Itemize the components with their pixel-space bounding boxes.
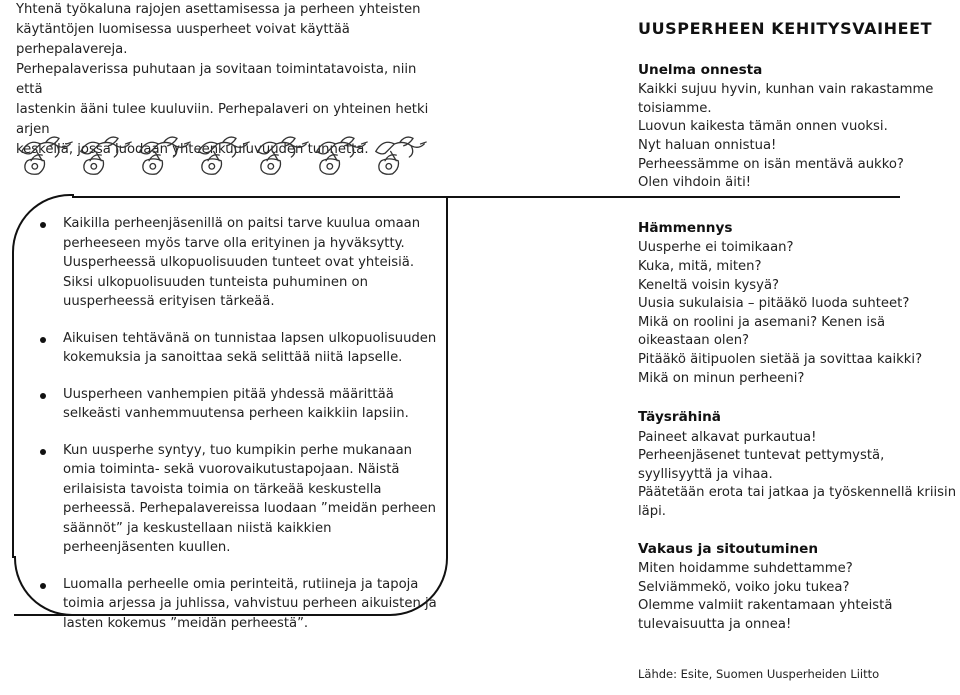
stork-carrying-baby-icon bbox=[313, 132, 369, 182]
stage-line: Mikä on roolini ja asemani? Kenen isä oikeastaan olen? bbox=[638, 314, 886, 349]
stage-heading: Unelma onnesta bbox=[638, 61, 763, 78]
stork-carrying-baby-icon bbox=[18, 132, 74, 182]
list-item bbox=[38, 329, 446, 368]
stage-line: Nyt haluan onnistua! bbox=[638, 137, 777, 153]
bullet-text: Kaikilla perheenjäsenillä on paitsi tarve kuulua omaan perheeseen myös tarve olla erityinen ja hyväksytty. Uusperheessä ulkopuolisuuden tunteet ovat yhteisiä. Siksi ulkopuolisuuden tunteista puhuminen on uusperheessä erityisen tärkeää. bbox=[63, 216, 421, 309]
stage-line: Paineet alkavat purkautua! bbox=[638, 429, 817, 445]
intro-line: Yhtenä työkaluna rajojen asettamisessa ja perheen yhteisten bbox=[16, 2, 421, 17]
intro-line: käytäntöjen luomisessa uusperheet voivat käyttää perhepalavereja. bbox=[16, 22, 350, 57]
stages-column bbox=[638, 20, 958, 695]
bullet-icon bbox=[40, 222, 46, 228]
stage-line: Perheessämme on isän mentävä aukko? bbox=[638, 156, 904, 172]
stage-line: Päätetään erota tai jatkaa ja työskennellä kriisin läpi. bbox=[638, 485, 957, 520]
bullet-text: Luomalla perheelle omia perinteitä, rutiineja ja tapoja toimia arjessa ja juhlissa, vahvistuu perheen aikuisten ja lasten kokemus ”meidän perheestä”. bbox=[63, 576, 437, 631]
stage-line: Miten hoidamme suhdettamme? bbox=[638, 561, 853, 577]
stage-heading: Vakaus ja sitoutuminen bbox=[638, 540, 819, 557]
bullet-icon bbox=[40, 393, 46, 399]
stage-heading: Täysrähinä bbox=[638, 409, 721, 426]
list-item bbox=[38, 575, 446, 634]
stage-line: Mikä on minun perheeni? bbox=[638, 370, 805, 386]
bullet-icon bbox=[40, 449, 46, 455]
bullet-text: Kun uusperhe syntyy, tuo kumpikin perhe mukanaan omia toiminta- sekä vuorovaikutustapojaan. Näistä erilaisista tavoista toimia on tärkeää keskustella perheessä. Perhepalavereissa luodaan ”meidän perheen säännöt” ja keskustellaan niistä kaikkien perheenjäsenten kuullen. bbox=[63, 442, 437, 555]
bullet-list bbox=[38, 214, 446, 650]
stork-carrying-baby-icon bbox=[254, 132, 310, 182]
stork-carrying-baby-icon bbox=[195, 132, 251, 182]
stork-decoration-row bbox=[18, 132, 428, 184]
stage-line: Kaikki sujuu hyvin, kunhan vain rakastamme toisiamme. bbox=[638, 82, 934, 116]
stage-section bbox=[638, 219, 958, 388]
stage-line: Olemme valmiit rakentamaan yhteistä tulevaisuutta ja onnea! bbox=[638, 598, 893, 633]
stage-line: Uusperhe ei toimikaan? bbox=[638, 240, 794, 256]
page-title: UUSPERHEEN KEHITYSVAIHEET bbox=[638, 19, 933, 38]
stage-line: Kuka, mitä, miten? bbox=[638, 258, 762, 274]
stage-line: Selviämmekö, voiko joku tukea? bbox=[638, 579, 850, 595]
bullet-icon bbox=[40, 583, 46, 589]
stork-carrying-baby-icon bbox=[136, 132, 192, 182]
stage-line: Uusia sukulaisia – pitääkö luoda suhteet? bbox=[638, 296, 910, 312]
stage-line: Pitääkö äitipuolen sietää ja sovittaa kaikki? bbox=[638, 351, 923, 367]
stage-line: Keneltä voisin kysyä? bbox=[638, 277, 780, 293]
stage-section bbox=[638, 408, 958, 522]
bullet-text: Uusperheen vanhempien pitää yhdessä määrittää selkeästi vanhemmuutensa perheen kaikkiin lapsiin. bbox=[63, 386, 409, 421]
stage-line: Luovun kaikesta tämän onnen vuoksi. bbox=[638, 119, 888, 135]
stage-line: Olen vihdoin äiti! bbox=[638, 175, 752, 191]
stork-carrying-baby-icon bbox=[77, 132, 133, 182]
list-item bbox=[38, 385, 446, 424]
stage-line: Perheenjäsenet tuntevat pettymystä, syyllisyyttä ja vihaa. bbox=[638, 448, 885, 482]
list-item bbox=[38, 214, 446, 312]
bullet-icon bbox=[40, 337, 46, 343]
intro-line: lastenkin ääni tulee kuuluviin. Perhepalaveri on yhteinen hetki arjen bbox=[16, 102, 429, 137]
bullet-text: Aikuisen tehtävänä on tunnistaa lapsen ulkopuolisuuden kokemuksia ja sanoittaa sekä selittää niitä lapselle. bbox=[63, 330, 437, 365]
intro-line: keskellä, jossa luodaan yhteenkuuluvuuden tunnetta. bbox=[16, 142, 369, 157]
stage-heading: Hämmennys bbox=[638, 219, 733, 236]
stage-section bbox=[638, 540, 958, 635]
stork-carrying-baby-icon bbox=[372, 132, 428, 182]
list-item bbox=[38, 441, 446, 558]
source-note: Lähde: Esite, Suomen Uusperheiden Liitto bbox=[638, 666, 880, 681]
intro-line: Perhepalaverissa puhutaan ja sovitaan toimintatavoista, niin että bbox=[16, 62, 417, 97]
stage-section bbox=[638, 61, 958, 193]
